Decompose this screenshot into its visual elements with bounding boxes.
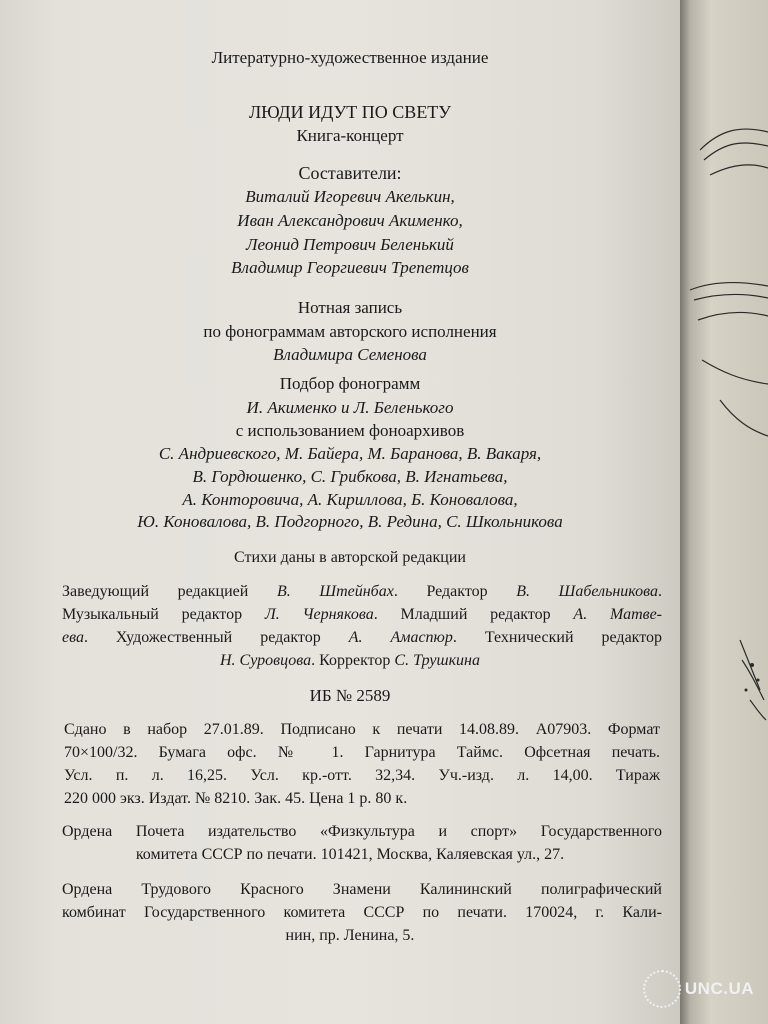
archive-names: Ю. Коновалова, В. Подгорного, В. Редина, С. Школьникова [137,512,563,531]
print-info-line: Сдано в набор 27.01.89. Подписано к печати 14.08.89. А07903. Формат [64,721,660,738]
phonograms-heading: Подбор фонограмм [279,374,421,393]
site-watermark [643,970,754,1008]
editorial-note: Стихи даны в авторской редакции [234,549,466,566]
archive-names: С. Андриевского, М. Байера, М. Баранова, В. Вакаря, [158,444,542,463]
staff-line: Музыкальный редактор Л. Чернякова. Младший редактор А. Матве- [62,606,663,623]
staff-line: Н. Суровцова. Корректор С. Трушкина [220,652,480,669]
print-info-line: Усл. п. л. 16,25. Усл. кр.-отт. 32,34. Уч.-изд. л. 14,00. Тираж [64,767,660,784]
compiler-name: Виталий Игоревич Акелькин, [245,187,455,206]
notation-line: по фонограммам авторского исполнения [203,322,497,341]
compiler-name: Леонид Петрович Беленький [246,235,454,254]
archive-names: А. Конторовича, А. Кириллова, Б. Коновалова, [182,490,518,509]
book-title: ЛЮДИ ИДУТ ПО СВЕТУ [248,102,452,122]
sun-logo-icon [643,970,681,1008]
edition-type: Литературно-художественное издание [211,48,489,67]
staff-line: Заведующий редакцией В. Штейнбах. Редактор В. Шабельникова. [62,583,662,600]
compilers-heading: Составители: [298,163,402,183]
notation-author: Владимира Семенова [273,345,427,364]
publisher-line: комитета СССР по печати. 101421, Москва, Каляевская ул., 27. [135,846,565,863]
publisher-line: Ордена Почета издательство «Физкультура и спорт» Государственного [62,823,662,840]
phonograms-selectors: И. Акименко и Л. Беленького [246,398,454,417]
facing-page-illustration [680,0,768,1024]
compiler-name: Иван Александрович Акименко, [237,211,463,230]
phonograms-line: с использованием фоноархивов [235,421,465,440]
archive-names: В. Гордюшенко, С. Грибкова, В. Игнатьева, [192,467,508,486]
notation-heading: Нотная запись [297,298,403,317]
print-info-line: 70×100/32. Бумага офс. № 1. Гарнитура Таймс. Офсетная печать. [64,744,660,761]
ib-number: ИБ № 2589 [309,686,391,705]
printer-line: комбинат Государственного комитета СССР по печати. 170024, г. Кали- [62,904,662,921]
printer-line: нин, пр. Ленина, 5. [285,927,415,944]
ink-sketch [680,0,768,1024]
compiler-name: Владимир Георгиевич Трепетцов [231,258,469,277]
print-info-line: 220 000 экз. Издат. № 8210. Зак. 45. Цена 1 р. 80 к. [64,790,408,807]
staff-line: ева. Художественный редактор А. Амаспюр. Технический редактор [62,629,663,646]
watermark-text: UNC.UA [684,979,754,998]
book-subtitle: Книга-концерт [296,126,404,145]
printer-line: Ордена Трудового Красного Знамени Калининский полиграфический [62,881,662,898]
